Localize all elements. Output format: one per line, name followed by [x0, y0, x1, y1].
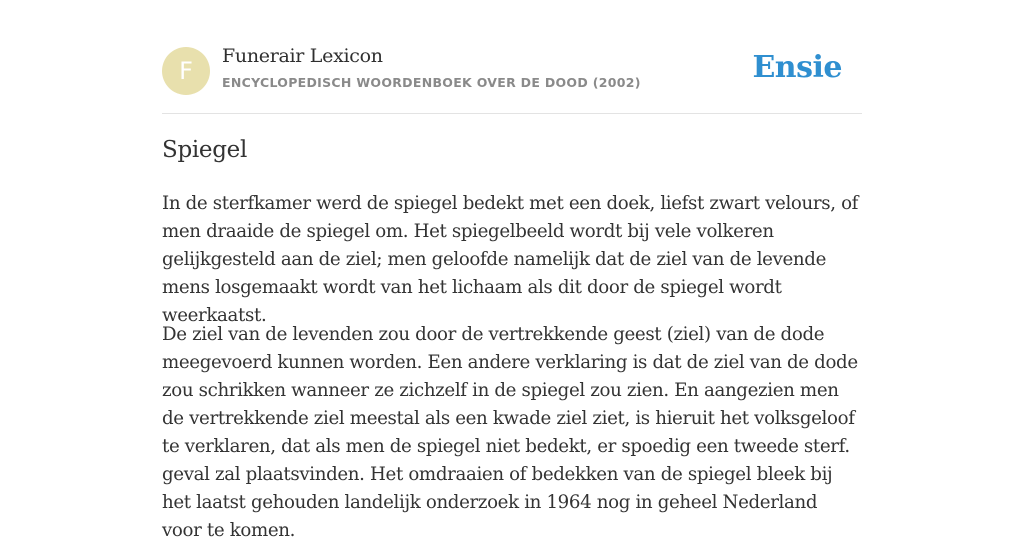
lexicon-header — [162, 0, 862, 114]
entry-paragraph-1: In de sterfkamer werd de spiegel bedekt met een doek, liefst zwart velours, of men draaide de spiegel om. Het spiegelbeeld wordt bij vele volkeren gelijkgesteld aan de ziel; men geloofde namelijk dat de ziel van de levende mens losgemaakt wordt van het lichaam als dit door de spiegel wordt weerkaatst. — [162, 193, 859, 326]
lexicon-title-link[interactable]: Funerair Lexicon — [222, 45, 383, 67]
lexicon-avatar[interactable]: F — [162, 47, 210, 95]
content-container — [162, 0, 862, 541]
ensie-logo[interactable]: Ensie — [752, 50, 842, 85]
lexicon-subtitle: ENCYCLOPEDISCH WOORDENBOEK OVER DE DOOD (2002) — [222, 75, 641, 90]
entry-title: Spiegel — [162, 137, 248, 163]
entry-paragraph-2: De ziel van de levenden zou door de vertrekkende geest (ziel) van de dode meegevoerd kunnen worden. Een andere verklaring is dat de ziel van de dode zou schrikken wanneer ze zichzelf in de spiegel zou zien. En aangezien men de vertrekkende ziel meestal als een kwade ziel ziet, is hieruit het volksgeloof te verklaren, dat als men de spiegel niet bedekt, er spoedig een tweede sterf. geval zal plaatsvinden. Het omdraaien of bedekken van de spiegel bleek bij het laatst gehouden landelijk onderzoek in 1964 nog in geheel Nederland voor te komen. — [162, 324, 858, 541]
